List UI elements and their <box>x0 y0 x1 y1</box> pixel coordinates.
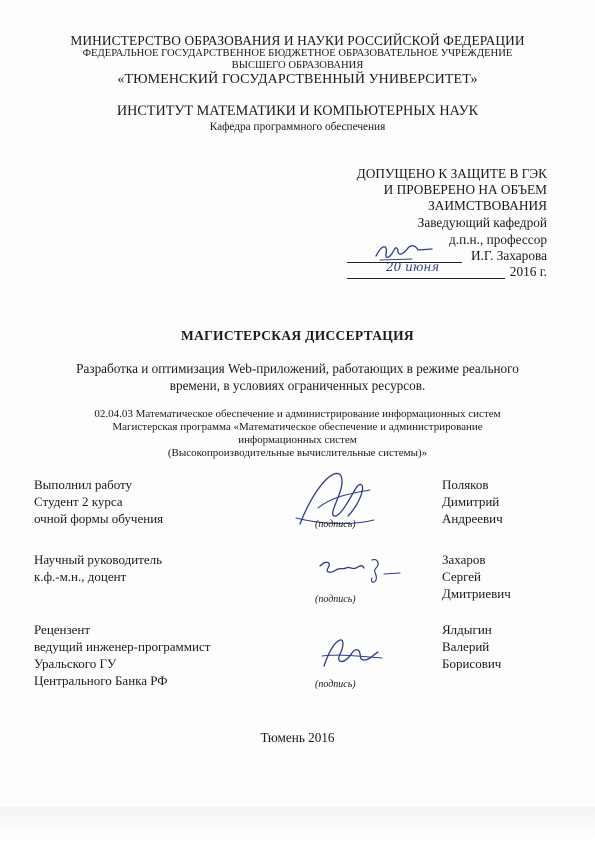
approval-line2: И ПРОВЕРЕНО НА ОБЪЕМ <box>383 182 547 197</box>
institute-name: ИНСТИТУТ МАТЕМАТИКИ И КОМПЬЮТЕРНЫХ НАУК <box>116 103 479 119</box>
author-role-line3: очной формы обучения <box>34 511 164 526</box>
program-line2: Магистерская программа «Математическое обеспечение и администрирование <box>112 421 483 433</box>
supervisor-role-line2: к.ф.-м.н., доцент <box>34 569 127 584</box>
reviewer-signature-label: (подпись) <box>315 679 356 690</box>
author-first-name: Димитрий <box>442 494 500 509</box>
institution-type-line1: ФЕДЕРАЛЬНОЕ ГОСУДАРСТВЕННОЕ БЮДЖЕТНОЕ ОБРАЗОВАТЕЛЬНОЕ УЧРЕЖДЕНИЕ <box>82 48 513 59</box>
city-year: Тюмень 2016 <box>260 730 335 745</box>
supervisor-patronymic: Дмитриевич <box>442 586 511 601</box>
reviewer-role-line4: Центрального Банка РФ <box>34 673 168 688</box>
author-surname: Поляков <box>442 477 489 492</box>
reviewer-role-line2: ведущий инженер-программист <box>34 639 211 654</box>
reviewer-signature-icon <box>318 636 388 672</box>
author-signature-label: (подпись) <box>315 519 356 530</box>
document-type: МАГИСТЕРСКАЯ ДИССЕРТАЦИЯ <box>181 328 414 343</box>
reviewer-role-line3: Уральского ГУ <box>34 656 117 671</box>
approval-name: И.Г. Захарова <box>470 248 547 263</box>
supervisor-signature-label: (подпись) <box>315 594 356 605</box>
handwritten-date: 20 июня <box>386 260 440 274</box>
topic-line2: времени, в условиях ограниченных ресурсов. <box>169 378 426 393</box>
institution-type-line2: ВЫСШЕГО ОБРАЗОВАНИЯ <box>231 60 364 71</box>
approval-degree: д.п.н., профессор <box>449 232 547 247</box>
author-role-line2: Студент 2 курса <box>34 494 123 509</box>
program-line1: 02.04.03 Математическое обеспечение и администрирование информационных систем <box>94 408 501 420</box>
scan-edge <box>0 807 595 841</box>
supervisor-surname: Захаров <box>442 552 486 567</box>
department-name: Кафедра программного обеспечения <box>209 121 386 133</box>
program-line4: (Высокопроизводительные вычислительные системы)» <box>167 447 428 459</box>
approval-line1: ДОПУЩЕНО К ЗАЩИТЕ В ГЭК <box>356 166 547 181</box>
supervisor-role-line1: Научный руководитель <box>34 552 163 567</box>
program-line3: информационных систем <box>238 434 357 446</box>
supervisor-first-name: Сергей <box>442 569 481 584</box>
author-role-line1: Выполнил работу <box>34 477 133 492</box>
supervisor-signature-icon <box>318 556 404 586</box>
reviewer-role-line1: Рецензент <box>34 622 91 637</box>
university-name: «ТЮМЕНСКИЙ ГОСУДАРСТВЕННЫЙ УНИВЕРСИТЕТ» <box>117 72 478 87</box>
approval-position: Заведующий кафедрой <box>417 215 547 230</box>
approval-year: 2016 г. <box>509 264 547 279</box>
topic-line1: Разработка и оптимизация Web-приложений, работающих в режиме реального <box>76 361 519 376</box>
reviewer-first-name: Валерий <box>442 639 490 654</box>
approval-line3: ЗАИМСТВОВАНИЯ <box>428 198 547 213</box>
reviewer-patronymic: Борисович <box>442 656 502 671</box>
author-patronymic: Андреевич <box>442 511 503 526</box>
ministry-line: МИНИСТЕРСТВО ОБРАЗОВАНИЯ И НАУКИ РОССИЙСКОЙ ФЕДЕРАЦИИ <box>70 33 525 48</box>
reviewer-surname: Ялдыгин <box>442 622 492 637</box>
approval-date-line <box>347 278 505 279</box>
